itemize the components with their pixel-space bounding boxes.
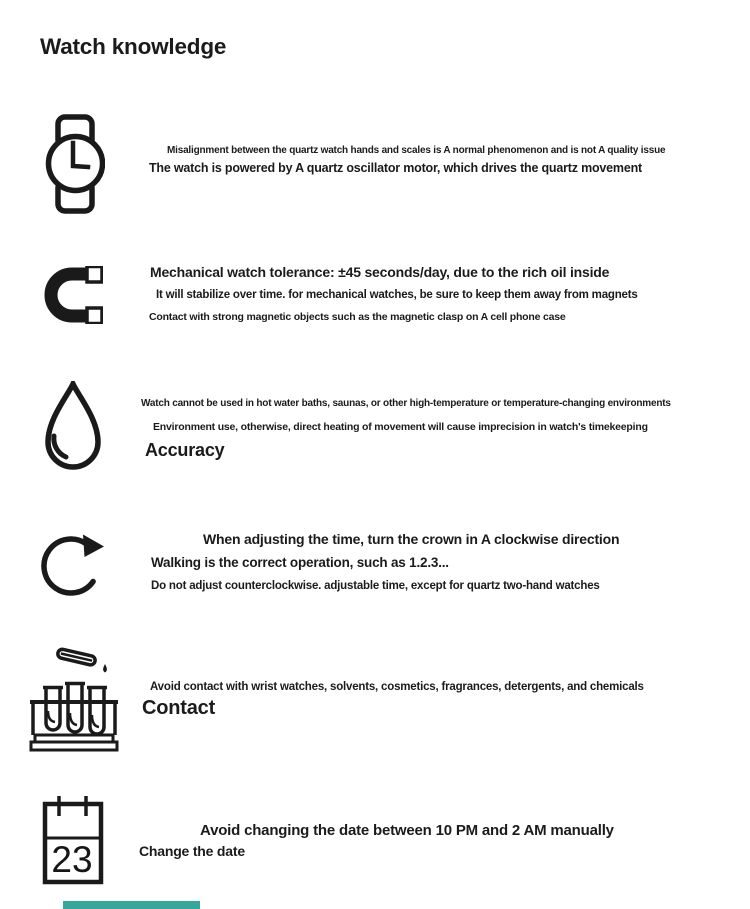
date-heading: Change the date	[139, 843, 245, 859]
quartz-note-main: The watch is powered by A quartz oscillator motor, which drives the quartz movement	[149, 161, 642, 175]
water-drop-icon	[40, 381, 106, 475]
accuracy-heading: Accuracy	[145, 440, 225, 460]
date-note-main: Avoid changing the date between 10 PM and 2 AM manually	[200, 822, 614, 839]
calendar-day-number: 23	[51, 839, 93, 880]
calendar-icon	[42, 795, 104, 885]
test-tubes-icon	[28, 645, 120, 753]
page-title: Watch knowledge	[40, 34, 227, 59]
partial-teal-element	[63, 901, 200, 909]
magnet-note-mid: It will stabilize over time. for mechanical watches, be sure to keep them away from magnets	[156, 289, 638, 301]
clockwise-arrow-icon	[40, 526, 108, 604]
magnet-note-main: Mechanical watch tolerance: ±45 seconds/day, due to the rich oil inside	[150, 264, 610, 280]
crown-note-small: Do not adjust counterclockwise. adjustable time, except for quartz two-hand watches	[151, 580, 600, 592]
magnet-icon	[43, 266, 103, 324]
magnet-note-small: Contact with strong magnetic objects such as the magnetic clasp on A cell phone case	[149, 311, 566, 323]
quartz-note-small: Misalignment between the quartz watch hands and scales is A normal phenomenon and is not A quality issue	[167, 145, 666, 156]
crown-note-main: When adjusting the time, turn the crown in A clockwise direction	[203, 531, 620, 547]
chemicals-note: Avoid contact with wrist watches, solvents, cosmetics, fragrances, detergents, and chemicals	[150, 681, 644, 693]
wristwatch-icon	[45, 114, 105, 214]
temperature-note-mid: Environment use, otherwise, direct heating of movement will cause imprecision in watch's timekeeping	[153, 421, 648, 433]
crown-note-mid: Walking is the correct operation, such as 1.2.3...	[151, 555, 449, 570]
temperature-note-small: Watch cannot be used in hot water baths, saunas, or other high-temperature or temperature-changing environments	[141, 398, 671, 409]
contact-heading: Contact	[142, 697, 216, 719]
